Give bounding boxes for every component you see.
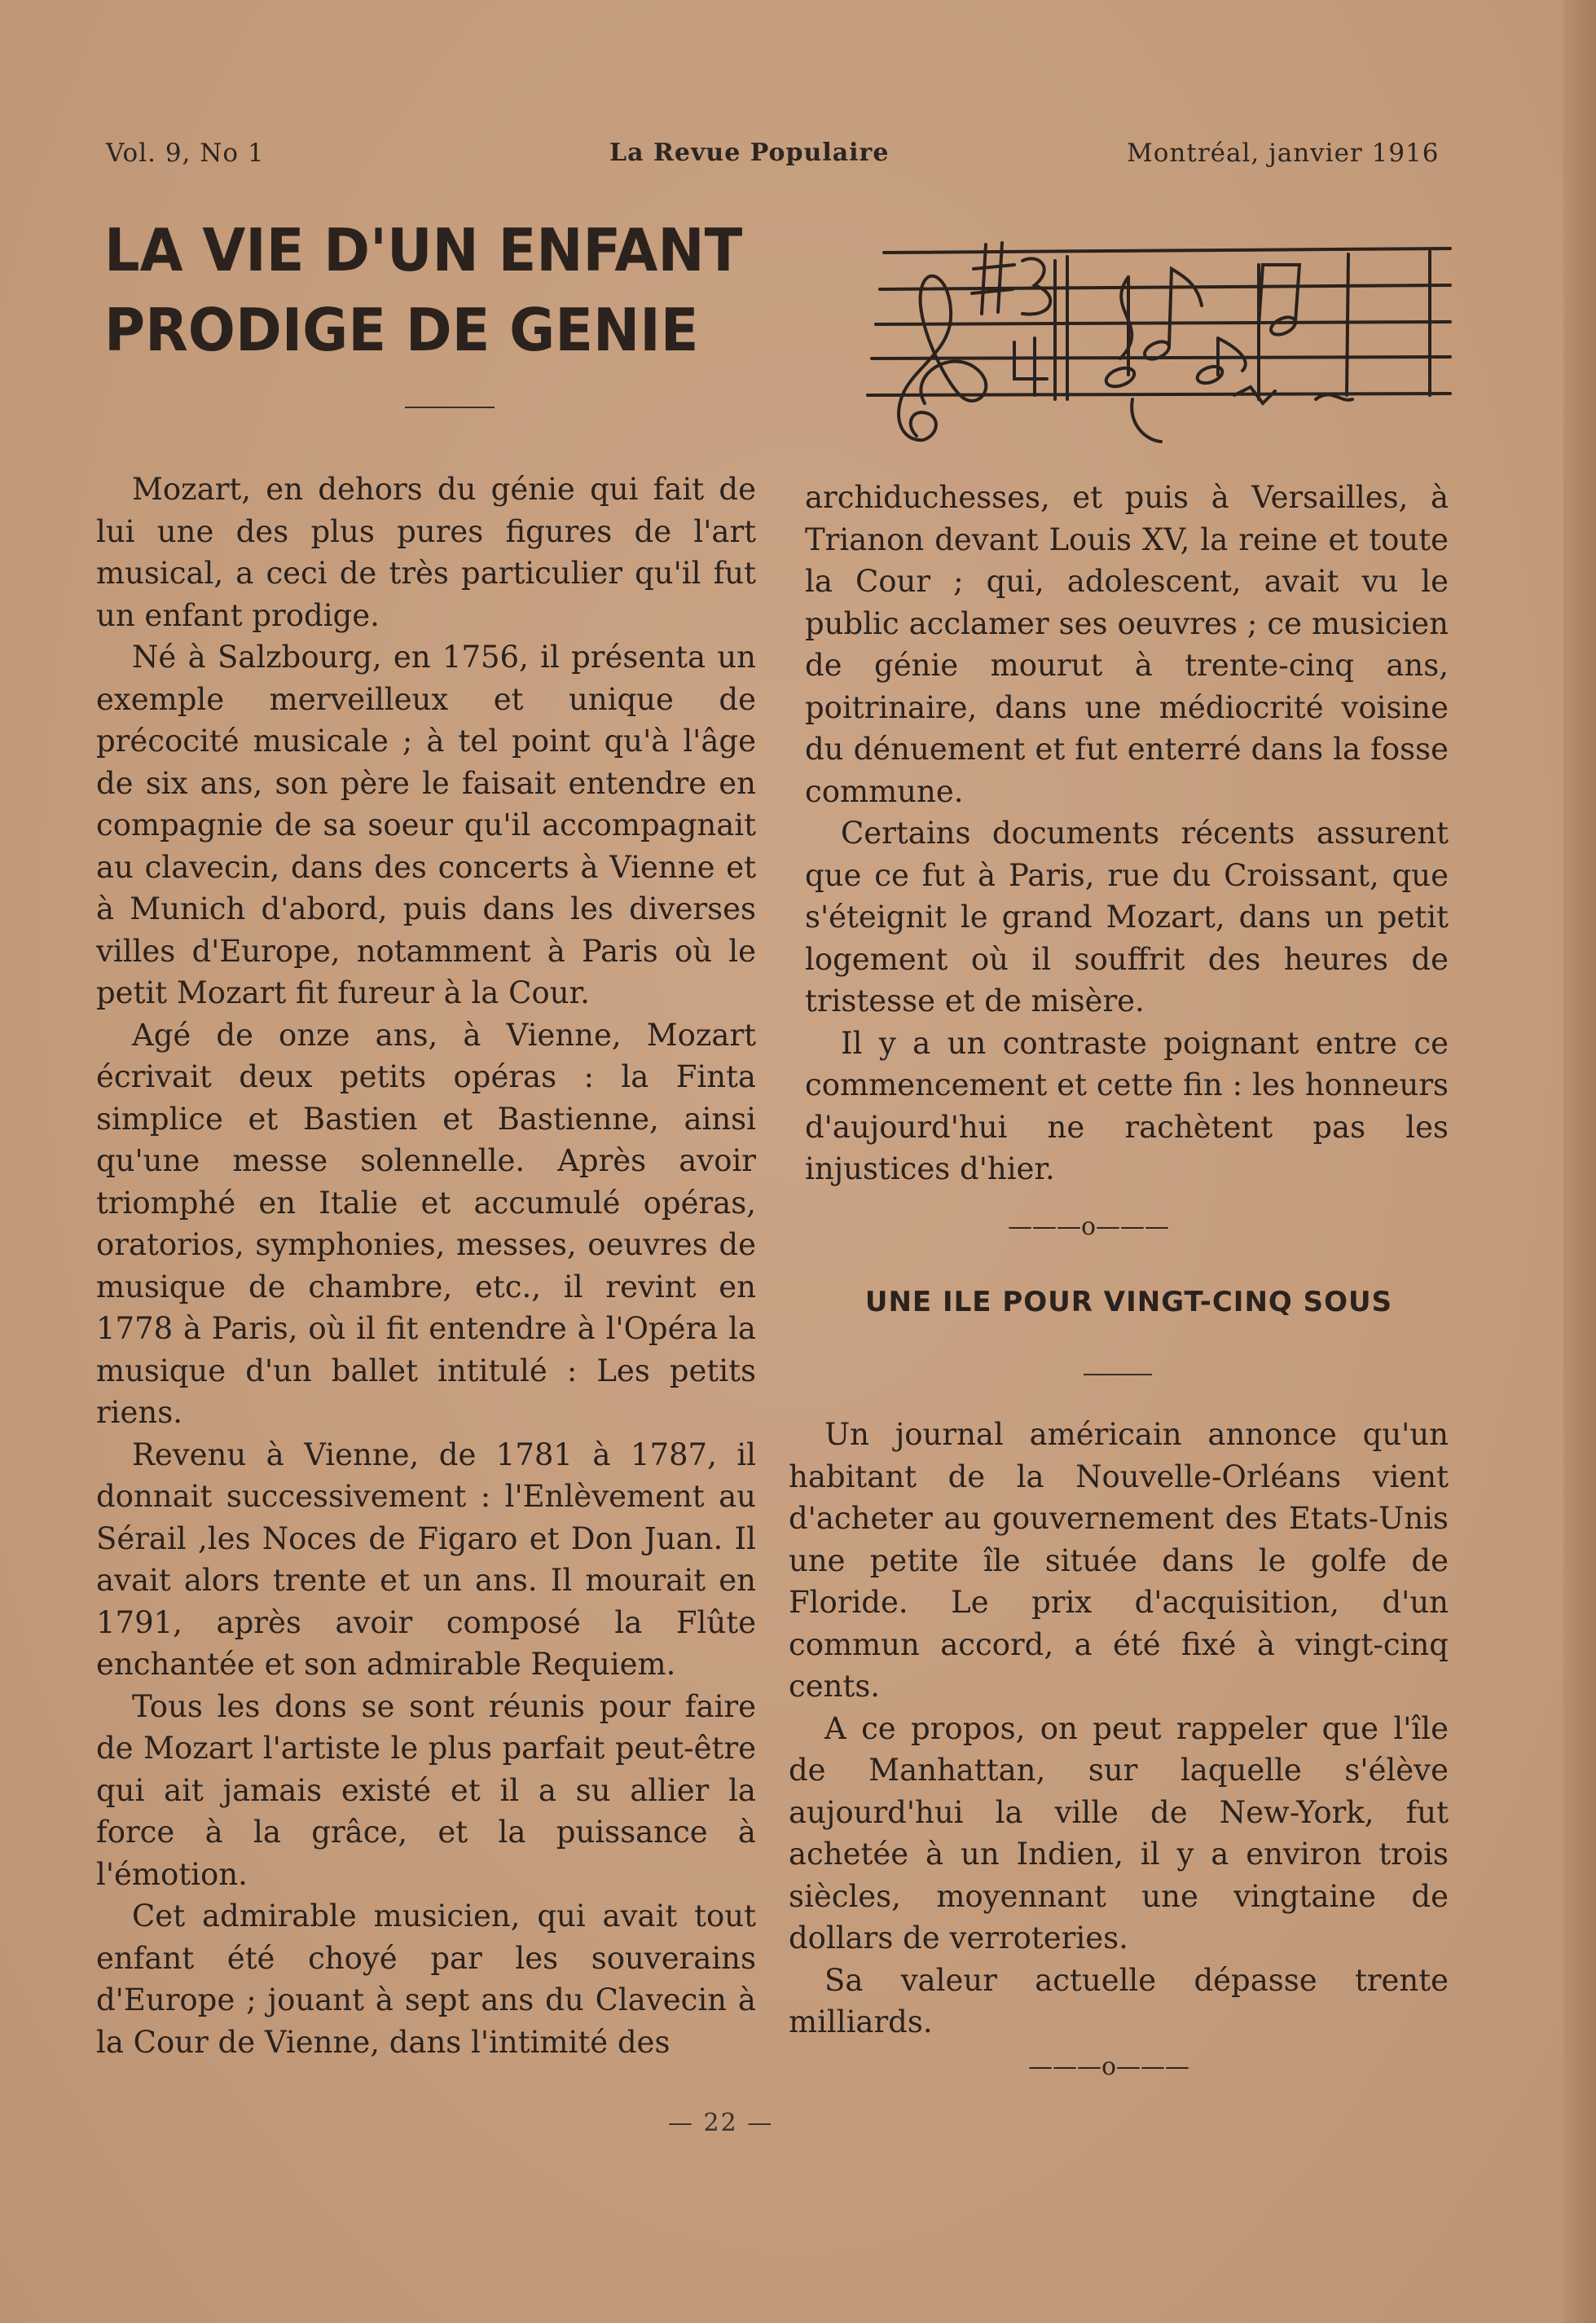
paragraph: Un journal américain annonce qu'un habitant de la Nouvelle-Orléans vient d'acheter au gouvernement des Etats-Unis une petite île située dans le golfe de Floride. Le prix d'acquisition, d'un commun accord, a été fixé à vingt-cinq cents. bbox=[789, 1417, 1449, 1704]
page-edge bbox=[1563, 0, 1596, 2323]
paragraph: Revenu à Vienne, de 1781 à 1787, il donnait successivement : l'Enlèvement au Sérail ,les Noces de Figaro et Don Juan. Il avait alors trente et un ans. Il mourait en 1791, après avoir composé la Flûte enchantée et son admirable Requiem. bbox=[96, 1436, 756, 1682]
publication-name: La Revue Populaire bbox=[609, 139, 890, 167]
article-column-left bbox=[96, 469, 756, 2063]
music-staff-treble-clef-icon bbox=[860, 228, 1454, 448]
article-2-title: UNE ILE POUR VINGT-CINQ SOUS bbox=[864, 1286, 1393, 1318]
paragraph: Mozart, en dehors du génie qui fait de lui une des plus pures figures de l'art musical, a ceci de très particulier qu'il fut un enfant prodige. bbox=[96, 472, 756, 633]
article-title-line-2: PRODIGE DE GENIE bbox=[104, 296, 699, 364]
section-separator: ———o——— bbox=[1028, 2052, 1190, 2081]
volume-number: Vol. 9, No 1 bbox=[106, 139, 265, 168]
paragraph: Tous les dons se sont réunis pour faire de Mozart l'artiste le plus parfait peut-être qui ait jamais existé et il a su allier la force à la grâce, et la puissance à l'émotion. bbox=[96, 1688, 756, 1892]
article-column-right bbox=[805, 477, 1449, 1190]
paragraph: Sa valeur actuelle dépasse trente milliards. bbox=[789, 1962, 1449, 2039]
paragraph-continuation: archiduchesses, et puis à Versailles, à Trianon devant Louis XV, la reine et toute la Cour ; qui, adolescent, avait vu le public acclamer ses oeuvres ; ce musicien de génie mourut à trente-cinq ans, poitrinaire, dans une médiocrité voisine du dénuement et fut enterré dans la fosse commune. bbox=[805, 480, 1449, 809]
article-title bbox=[104, 210, 785, 370]
place-date: Montréal, janvier 1916 bbox=[1127, 139, 1440, 168]
section-separator: ———o——— bbox=[1008, 1212, 1170, 1241]
title-rule bbox=[405, 407, 495, 408]
page-number: — 22 — bbox=[668, 2109, 774, 2137]
article-title-line-1: LA VIE D'UN ENFANT bbox=[104, 216, 743, 284]
paragraph: Né à Salzbourg, en 1756, il présenta un exemple merveilleux et unique de précocité musicale ; à tel point qu'à l'âge de six ans, son père le faisait entendre en compagnie de sa soeur qu'il accompagnait au clavecin, dans des concerts à Vienne et à Munich d'abord, puis dans les diverses villes d'Europe, notamment à Paris où le petit Mozart fit fureur à la Cour. bbox=[96, 640, 756, 1010]
paragraph: Il y a un contraste poignant entre ce commencement et cette fin : les honneurs d'aujourd'hui ne rachètent pas les injustices d'hier. bbox=[805, 1025, 1449, 1186]
paragraph: Cet admirable musicien, qui avait tout enfant été choyé par les souverains d'Europe ; jouant à sept ans du Clavecin à la Cour de Vienne, dans l'intimité des bbox=[96, 1898, 756, 2060]
paragraph: Agé de onze ans, à Vienne, Mozart écrivait deux petits opéras : la Finta simplice et Bastien et Bastienne, ainsi qu'une messe solennelle. Après avoir triomphé en Italie et accumulé opéras, oratorios, symphonies, messes, oeuvres de musique de chambre, etc., il revint en 1778 à Paris, où il fit entendre à l'Opéra la musique d'un ballet intitulé : Les petits riens. bbox=[96, 1017, 756, 1430]
paragraph: A ce propos, on peut rappeler que l'île de Manhattan, sur laquelle s'élève aujourd'hui la ville de New-York, fut achetée à un Indien, il y a environ trois siècles, moyennant une vingtaine de dollars de verroteries. bbox=[789, 1710, 1449, 1956]
paragraph: Certains documents récents assurent que ce fut à Paris, rue du Croissant, que s'éteignit le grand Mozart, dans un petit logement où il souffrit des heures de tristesse et de misère. bbox=[805, 816, 1449, 1019]
article-2-body bbox=[789, 1414, 1449, 2044]
title-rule bbox=[1084, 1374, 1152, 1375]
